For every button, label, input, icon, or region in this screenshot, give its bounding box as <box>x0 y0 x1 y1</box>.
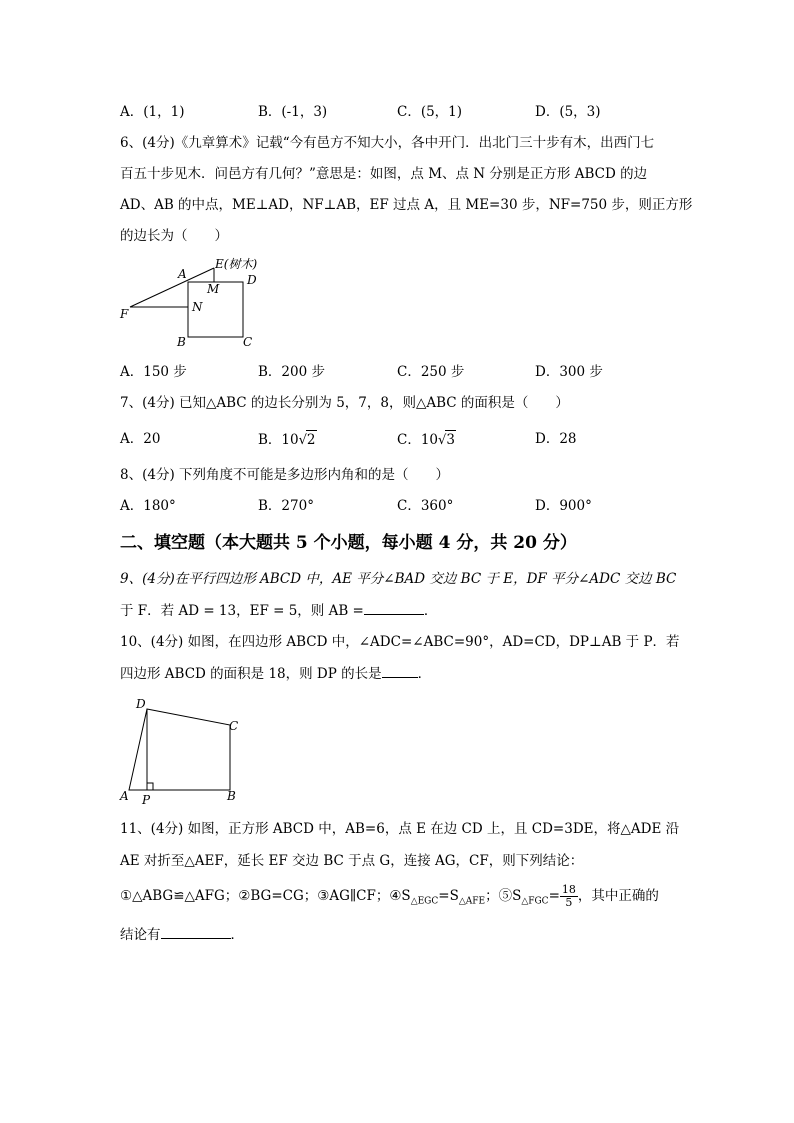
q9-line-2: 于 F．若 AD = 13，EF = 5，则 AB = ． <box>120 603 438 619</box>
q6-line-3: AD、AB 的中点，ME⊥AD，NF⊥AB，EF 过点 A，且 ME=30 步，NF=750 步，则正方形 <box>120 197 693 213</box>
q6-option-c: C．250 步 <box>397 364 465 380</box>
q11-line-4: 结论有 ． <box>120 927 244 943</box>
q8-stem: 8、(4分) 下列角度不可能是多边形内角和的是（ ） <box>120 467 450 483</box>
q8-option-b: B．270° <box>258 498 314 514</box>
q7-option-c: C．10√3 <box>397 432 455 448</box>
q6-option-a: A．150 步 <box>120 364 187 380</box>
q6-label-f: F <box>120 307 129 321</box>
q6-label-n: N <box>192 300 203 314</box>
q7-stem: 7、(4分) 已知△ABC 的边长分别为 5，7，8，则△ABC 的面积是（ ） <box>120 395 569 411</box>
q9-blank[interactable] <box>364 614 424 615</box>
q8-option-d: D．900° <box>535 498 592 514</box>
q10-line-2: 四边形 ABCD 的面积是 18，则 DP 的长是 ． <box>120 666 432 682</box>
q6-line-1: 6、(4分)《九章算术》记载“今有邑方不知大小，各中开门．出北门三十步有木，出西门七 <box>120 135 655 151</box>
q10-label-c: C <box>229 719 239 733</box>
q6-figure <box>110 252 290 352</box>
q6-option-d: D．300 步 <box>535 364 603 380</box>
section-title: 二、填空题（本大题共 5 个小题，每小题 4 分，共 20 分） <box>120 533 577 553</box>
q6-line-2: 百五十步见木．问邑方有几何？”意思是：如图，点 M、点 N 分别是正方形 ABCD 的边 <box>120 166 648 182</box>
q10-label-b: B <box>227 789 236 803</box>
q6-label-e: E(树木) <box>215 257 258 271</box>
q5-option-a: A．(1，1) <box>120 104 185 120</box>
q10-label-a: A <box>120 789 129 803</box>
q6-label-b: B <box>177 335 186 349</box>
q5-option-d: D．(5，3) <box>535 104 601 120</box>
q5-option-b: B．(-1，3) <box>258 104 328 120</box>
q11-fraction: $\frac{18}{5}$ <box>561 883 576 909</box>
q10-label-p: P <box>142 793 151 807</box>
q6-label-d: D <box>247 273 257 287</box>
q11-line-2: AE 对折至△AEF，延长 EF 交边 BC 于点 G，连接 AG，CF，则下列结论： <box>120 853 584 869</box>
q6-label-c: C <box>243 335 253 349</box>
q8-option-c: C．360° <box>397 498 454 514</box>
q10-figure <box>112 692 252 808</box>
q10-line-1: 10、(4分) 如图，在四边形 ABCD 中，∠ADC=∠ABC=90°，AD=CD，DP⊥AB 于 P．若 <box>120 634 680 650</box>
q6-label-a: A <box>178 267 187 281</box>
q10-label-d: D <box>136 697 146 711</box>
q8-option-a: A．180° <box>120 498 176 514</box>
q5-option-c: C．(5，1) <box>397 104 463 120</box>
q7-option-d: D．28 <box>535 431 577 447</box>
q10-blank[interactable] <box>382 677 418 678</box>
q11-line-3: ①△ABG≌△AFG；②BG=CG；③AG∥CF；$④S_{\triangle EGC}=S_{\triangle AFE}$；$⑤S_{\triangle FGC}=$ $\frac{18}{5}$ ，其中正确的 <box>120 883 659 909</box>
q6-label-m: M <box>207 282 220 296</box>
q6-line-4: 的边长为（ ） <box>120 228 228 244</box>
q9-line-1: 9、(4分)在平行四边形 ABCD 中，AE 平分∠BAD 交边 BC 于 E，DF 平分∠ADC 交边 BC <box>120 571 677 587</box>
q11-line-1: 11、(4分) 如图，正方形 ABCD 中，AB=6，点 E 在边 CD 上，且 CD=3DE，将△ADE 沿 <box>120 821 680 837</box>
q11-blank[interactable] <box>161 938 231 939</box>
q7-option-b: B．10√2 <box>258 432 316 448</box>
q6-option-b: B．200 步 <box>258 364 325 380</box>
q7-option-a: A．20 <box>120 431 161 447</box>
